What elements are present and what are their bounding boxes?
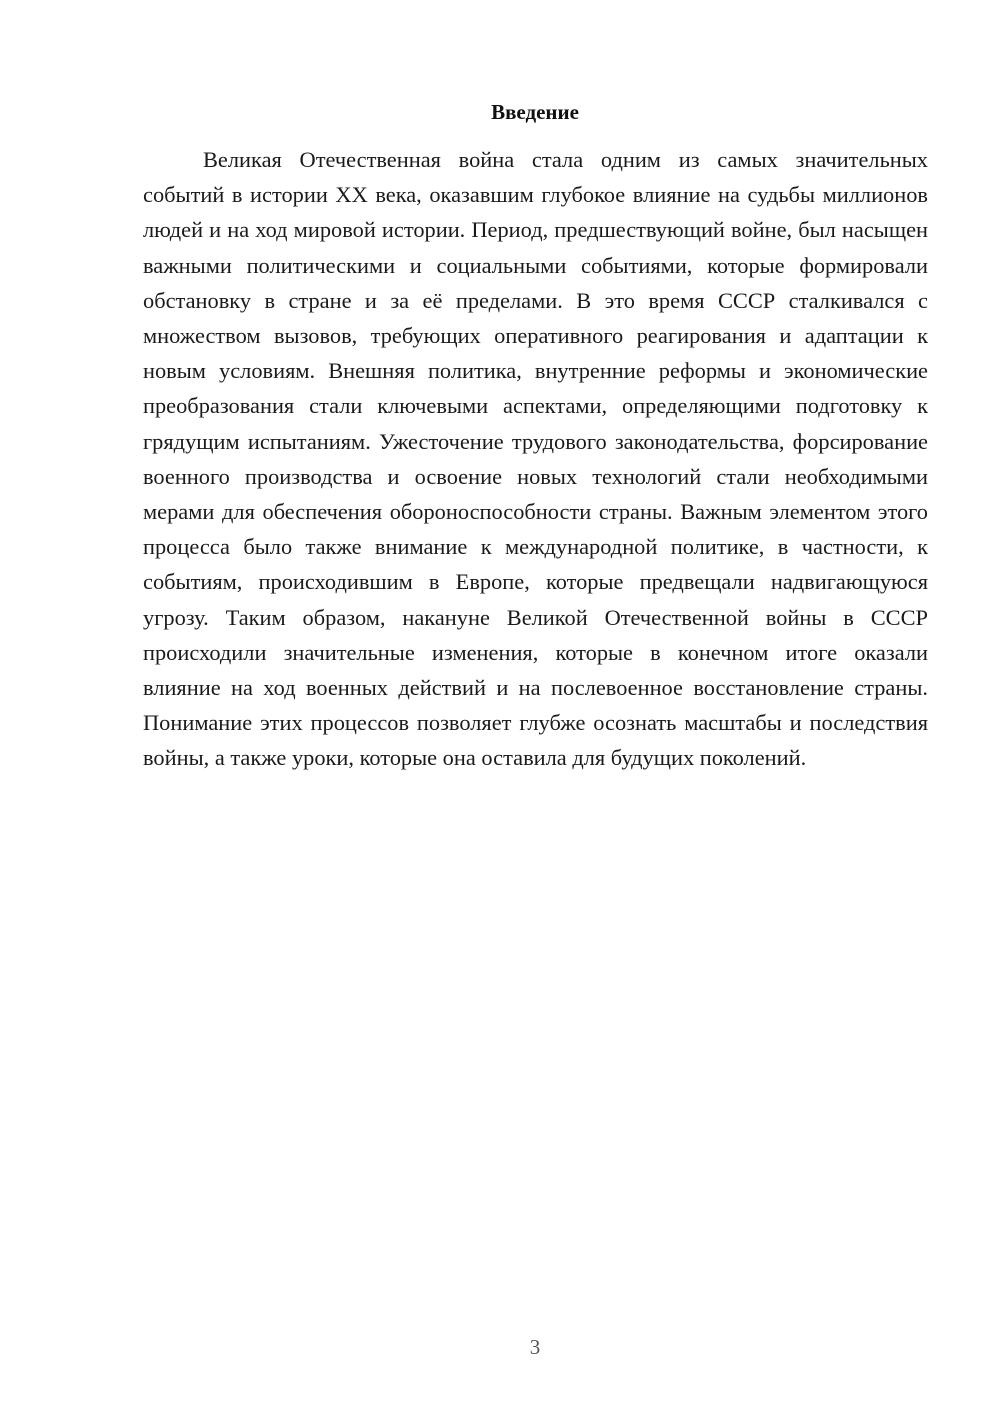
page-number: 3: [529, 1335, 541, 1359]
section-heading: Введение: [491, 100, 579, 124]
body-paragraph: Великая Отечественная война стала одним из самых значительных событий в истории XX века, оказавшим глубокое влияние на судьбы миллионов людей и на ход мировой истории. Период, предшествующий войне, был насыщен важными политическими и социальными событиями, которые формировали обстановку в стране и за её пределами. В это время СССР сталкивался с множеством вызовов, требующих оперативного реагирования и адаптации к новым условиям. Внешняя политика, внутренние реформы и экономические преобразования стали ключевыми аспектами, определяющими подготовку к грядущим испытаниям. Ужесточение трудового законодательства, форсирование военного производства и освоение новых технологий стали необходимыми мерами для обеспечения обороноспособности страны. Важным элементом этого процесса было также внимание к международной политике, в частности, к событиям, происходившим в Европе, которые предвещали надвигающуюся угрозу. Таким образом, накануне Великой Отечественной войны в СССР происходили значительные изменения, которые в конечном итоге оказали влияние на ход военных действий и на послевоенное восстановление страны. Понимание этих процессов позволяет глубже осознать масштабы и последствия войны, а также уроки, которые она оставила для будущих поколений.: [143, 147, 928, 771]
